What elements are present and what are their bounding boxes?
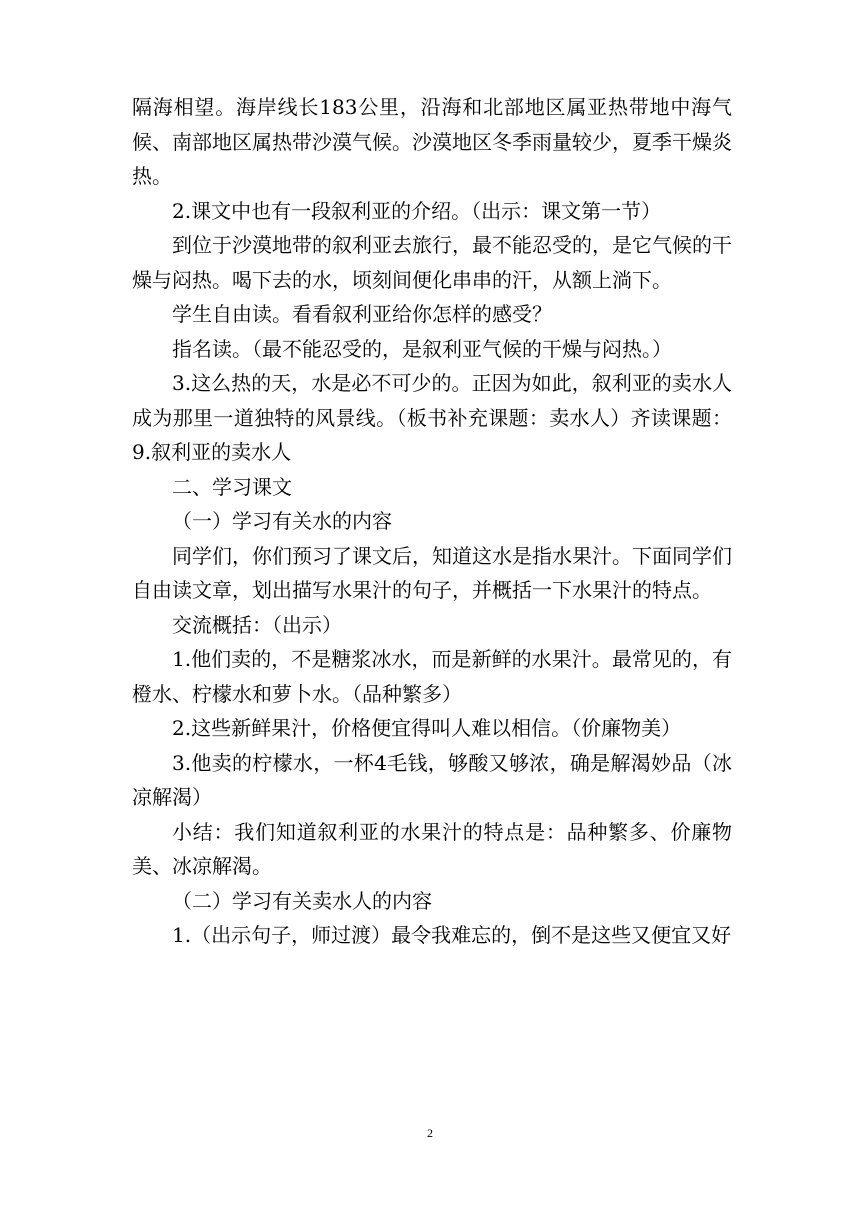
paragraph-discussion: 交流概括：（出示）	[172, 612, 342, 637]
paragraph-seller-intro: 1.（出示句子，师过渡）最令我难忘的，倒不是这些又便宜又好	[172, 923, 732, 947]
page-number: 2	[427, 1126, 433, 1140]
list-item-lemonade: 3.他卖的柠檬水，一杯4毛钱，够酸又够浓，确是解渴妙品（冰凉解渴）	[132, 750, 732, 809]
paragraph-climate-continued: 隔海相望。海岸线长183公里，沿海和北部地区属亚热带地中海气候、南部地区属热带沙漠气候。沙漠地区冬季雨量较少，夏季干燥炎热。	[132, 95, 732, 188]
document-body	[132, 90, 732, 953]
subsection-heading-water: （一）学习有关水的内容	[172, 509, 392, 533]
paragraph-point-2-intro: 2.课文中也有一段叙利亚的介绍。（出示：课文第一节）	[172, 198, 662, 223]
paragraph-summary: 小结：我们知道叙利亚的水果汁的特点是：品种繁多、价廉物美、冰凉解渴。	[132, 819, 732, 878]
paragraph-point-3: 3.这么热的天，水是必不可少的。正因为如此，叙利亚的卖水人成为那里一道独特的风景线。（板书补充课题：卖水人）齐读课题：9.叙利亚的卖水人	[132, 371, 732, 464]
paragraph-free-reading: 学生自由读。看看叙利亚给你怎样的感受？	[172, 302, 552, 326]
section-heading-learn-text: 二、学习课文	[172, 474, 292, 499]
list-item-juice-variety: 1.他们卖的，不是糖浆冰水，而是新鲜的水果汁。最常见的，有橙水、柠檬水和萝卜水。（品种繁多）	[132, 647, 732, 706]
list-item-juice-price: 2.这些新鲜果汁，价格便宜得叫人难以相信。（价廉物美）	[172, 716, 682, 740]
paragraph-juice-task: 同学们，你们预习了课文后，知道这水是指水果汁。下面同学们自由读文章，划出描写水果汁的句子，并概括一下水果汁的特点。	[132, 543, 732, 602]
paragraph-named-reading: 指名读。（最不能忍受的，是叙利亚气候的干燥与闷热。）	[172, 336, 672, 361]
paragraph-text-excerpt: 到位于沙漠地带的叙利亚去旅行，最不能忍受的，是它气候的干燥与闷热。喝下去的水，顷刻间便化串串的汗，从额上淌下。	[132, 233, 732, 292]
subsection-heading-water-seller: （二）学习有关卖水人的内容	[172, 888, 432, 913]
